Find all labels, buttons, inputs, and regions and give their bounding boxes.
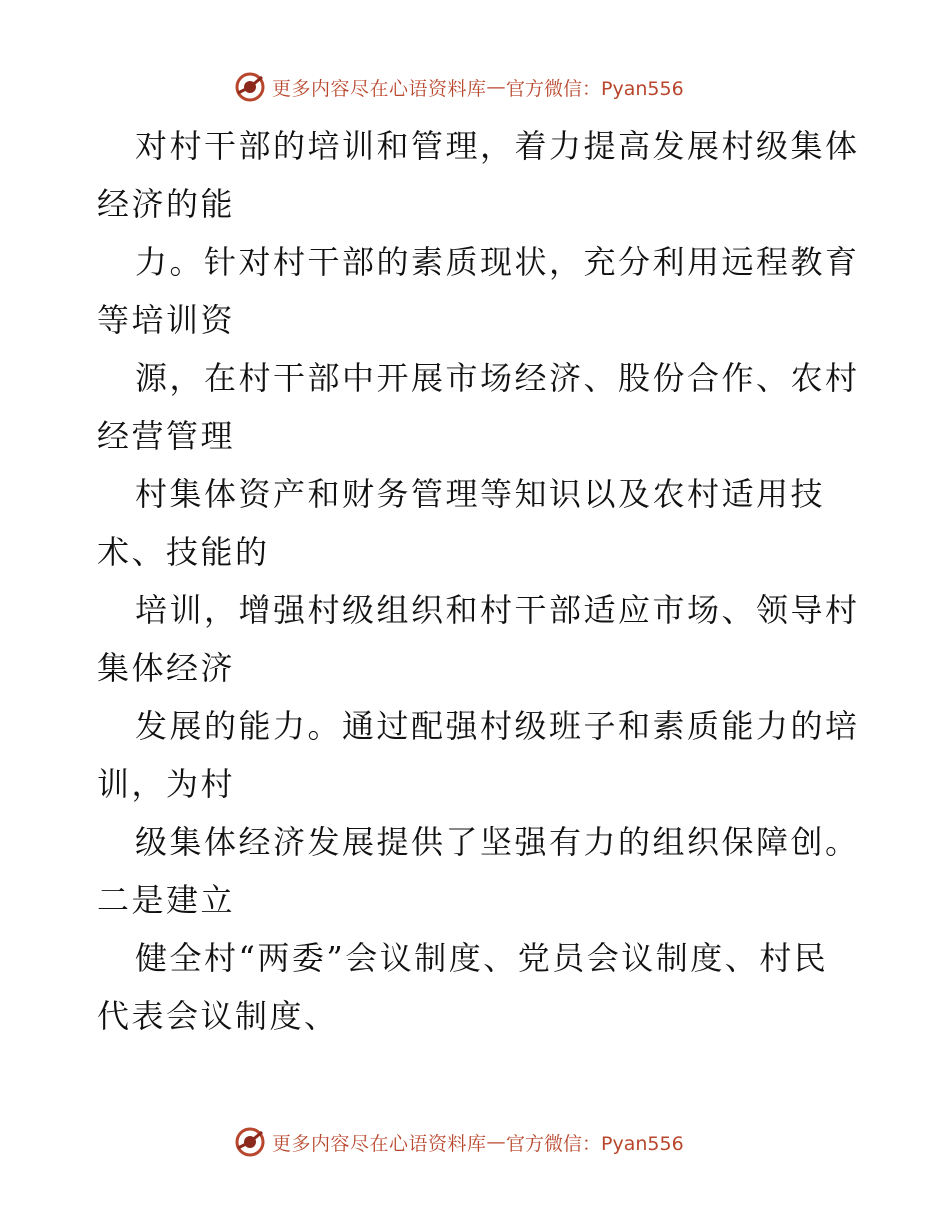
- banner-site-name: 更多内容尽在心语资料库: [272, 1132, 487, 1155]
- header-banner: [0, 66, 950, 106]
- brand-logo-icon: [234, 71, 266, 103]
- body-line: 经营管理: [97, 417, 236, 455]
- document-body: [97, 117, 860, 1045]
- body-line: 集体经济: [97, 649, 236, 687]
- body-line: 村集体资产和财务管理等知识以及农村适用技: [135, 475, 826, 513]
- banner-separator: —: [486, 1131, 507, 1153]
- body-line: 级集体经济发展提供了坚强有力的组织保障创。: [135, 823, 860, 861]
- body-line: 力。针对村干部的素质现状，充分利用远程教育: [135, 243, 860, 281]
- body-line: 代表会议制度、: [97, 997, 339, 1035]
- body-line: 训，为村: [97, 765, 236, 803]
- footer-banner: [0, 1121, 950, 1161]
- body-line: 二是建立: [97, 881, 236, 919]
- body-line: 健全村“两委”会议制度、党员会议制度、村民: [135, 939, 829, 977]
- banner-wechat-id: 官方微信：Pyan556: [506, 77, 684, 100]
- body-line: 术、技能的: [97, 533, 270, 571]
- banner-wechat-id: 官方微信：Pyan556: [506, 1132, 684, 1155]
- body-line: 发展的能力。通过配强村级班子和素质能力的培: [135, 707, 860, 745]
- brand-logo-icon: [234, 1126, 266, 1158]
- footer-banner-content: [234, 1127, 684, 1157]
- body-line: 等培训资: [97, 301, 236, 339]
- banner-separator: —: [486, 76, 507, 98]
- body-line: 对村干部的培训和管理，着力提高发展村级集体: [135, 127, 860, 165]
- body-line: 培训，增强村级组织和村干部适应市场、领导村: [135, 591, 860, 629]
- body-line: 经济的能: [97, 185, 236, 223]
- banner-site-name: 更多内容尽在心语资料库: [272, 77, 487, 100]
- header-banner-content: [234, 72, 684, 102]
- body-line: 源，在村干部中开展市场经济、股份合作、农村: [135, 359, 860, 397]
